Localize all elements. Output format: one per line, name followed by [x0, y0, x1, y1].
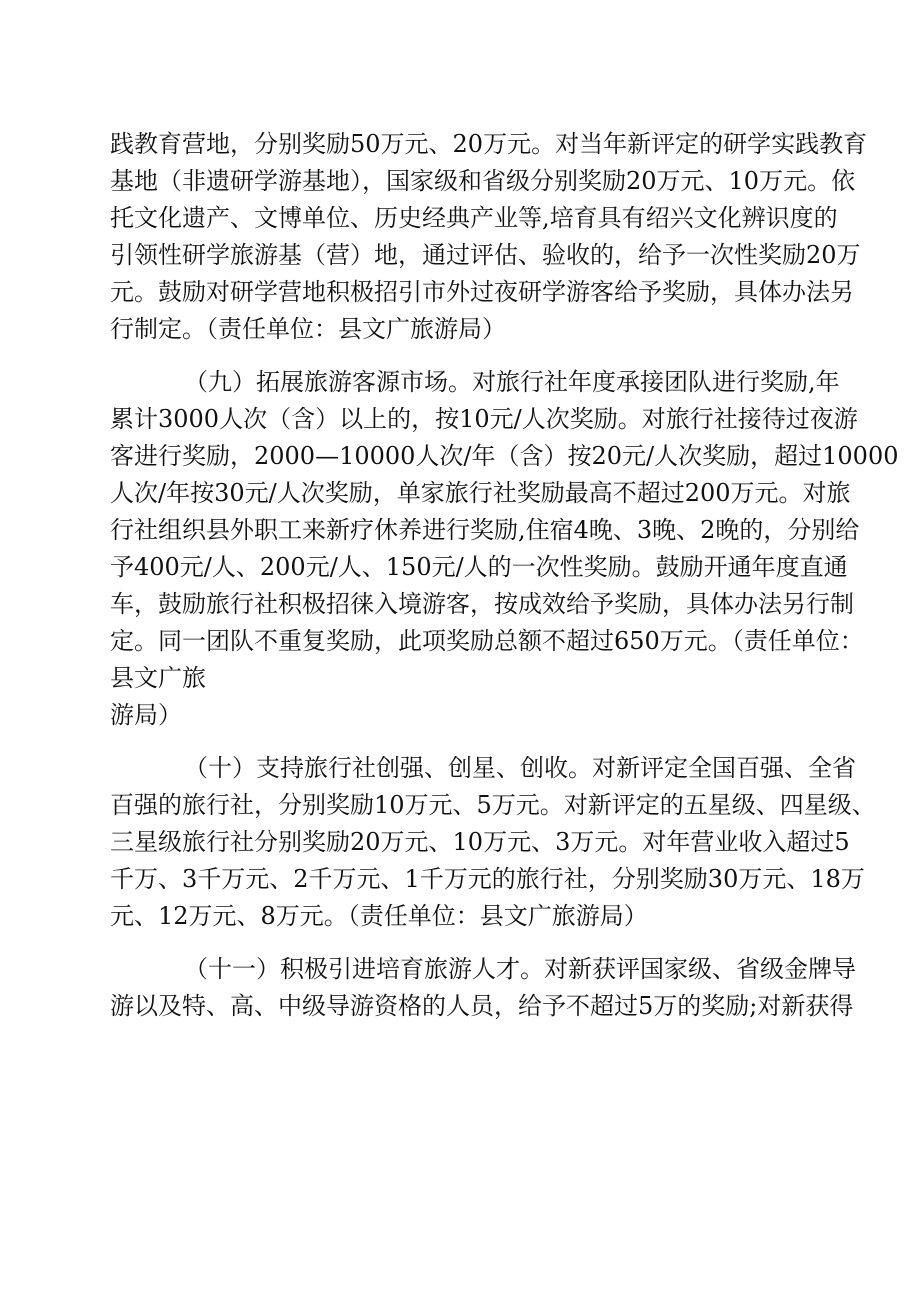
text-line: 基地（非遗研学游基地），国家级和省级分别奖励20万元、10万元。依: [110, 167, 856, 195]
text-line: 定。同一团队不重复奖励，此项奖励总额不超过650万元。（责任单位：: [110, 627, 864, 655]
text-line: 予400元/人、200元/人、150元/人的一次性奖励。鼓励开通年度直通: [110, 553, 848, 581]
paragraph-eleven: [110, 951, 856, 1025]
document-body: [110, 126, 899, 1041]
text-line: （十一）积极引进培育旅游人才。对新获评国家级、省级金牌导: [184, 955, 856, 983]
text-line: 车，鼓励旅行社积极招徕入境游客，按成效给予奖励，具体办法另行制: [110, 590, 854, 618]
text-line: 人次/年按30元/人次奖励，单家旅行社奖励最高不超过200万元。对旅: [110, 479, 851, 507]
text-line: （九）拓展旅游客源市场。对旅行社年度承接团队进行奖励,年: [184, 368, 840, 396]
text-line: 元。鼓励对研学营地积极招引市外过夜研学游客给予奖励，具体办法另: [110, 278, 854, 306]
paragraph-study-base: [110, 126, 868, 348]
text-line: 游局）: [110, 701, 182, 729]
paragraph-ten: [110, 750, 876, 935]
text-line: 游以及特、高、中级导游资格的人员，给予不超过5万的奖励;对新获得: [110, 992, 854, 1020]
paragraph-nine: [110, 364, 899, 734]
text-line: 元、12万元、8万元。（责任单位：县文广旅游局）: [110, 902, 648, 930]
text-line: 践教育营地，分别奖励50万元、20万元。对当年新评定的研学实践教育: [110, 130, 868, 158]
text-line: （十）支持旅行社创强、创星、创收。对新评定全国百强、全省: [184, 754, 856, 782]
text-line: 托文化遗产、文博单位、历史经典产业等,培育具有绍兴文化辨识度的: [110, 204, 838, 232]
text-line: 千万、3千万元、2千万元、1千万元的旅行社，分别奖励30万元、18万: [110, 865, 865, 893]
text-line: 行制定。（责任单位：县文广旅游局）: [110, 315, 506, 343]
text-line: 引领性研学旅游基（营）地，通过评估、验收的，给予一次性奖励20万: [110, 241, 861, 269]
text-line: 三星级旅行社分别奖励20万元、10万元、3万元。对年营业收入超过5: [110, 828, 850, 856]
text-line: 百强的旅行社，分别奖励10万元、5万元。对新评定的五星级、四星级、: [110, 791, 876, 819]
text-line: 客进行奖励，2000—10000人次/年（含）按20元/人次奖励，超过10000: [110, 442, 899, 470]
text-line: 累计3000人次（含）以上的，按10元/人次奖励。对旅行社接待过夜游: [110, 405, 858, 433]
text-line: 县文广旅: [110, 664, 206, 692]
text-line: 行社组织县外职工来新疗休养进行奖励,住宿4晚、3晚、2晚的，分别给: [110, 516, 860, 544]
